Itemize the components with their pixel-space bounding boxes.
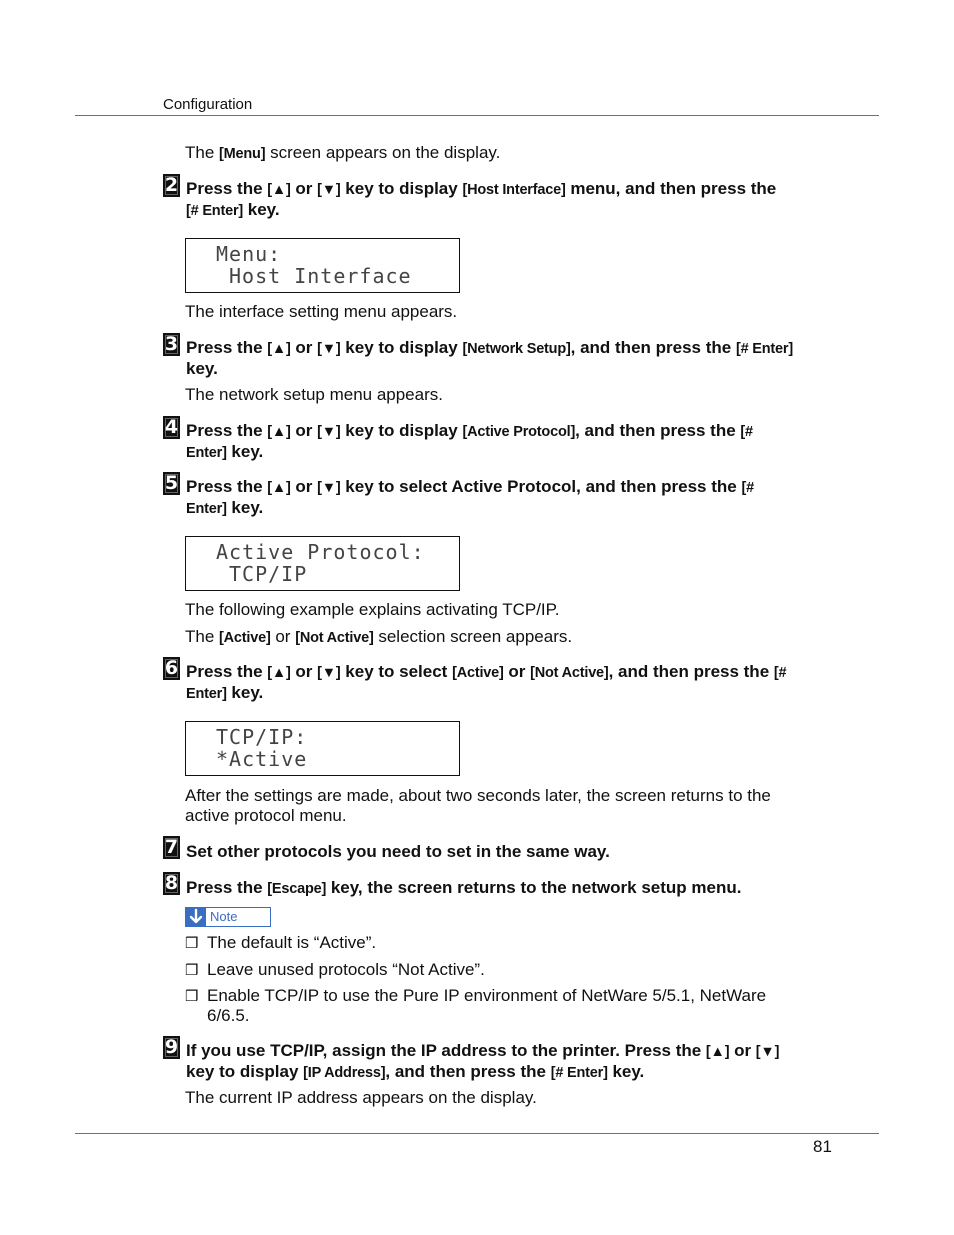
down-arrow-icon	[186, 908, 206, 926]
step-number: 3	[164, 333, 179, 355]
step-instruction: Set other protocols you need to set in the same way.	[186, 842, 610, 861]
menu-item-label: [IP Address]	[303, 1065, 386, 1081]
step-number: 9	[164, 1036, 179, 1058]
lcd-line-1: TCP/IP:	[216, 725, 308, 749]
step-9-result: The current IP address appears on the display.	[185, 1088, 537, 1107]
step-instruction: If you use TCP/IP, assign the IP address to the printer. Press the [▲] or [▼] key to display [IP Address], and then press the [# Enter] key.	[186, 1041, 780, 1081]
up-key: [▲]	[267, 424, 291, 440]
down-key: [▼]	[755, 1044, 780, 1060]
up-key: [▲]	[267, 665, 291, 681]
footer-rule	[75, 1133, 879, 1134]
menu-item-label: [Network Setup]	[462, 341, 571, 357]
checkbox-icon: ❒	[185, 961, 199, 979]
step-number: 8	[164, 872, 179, 894]
down-key: [▼]	[317, 182, 341, 198]
step-5-result-2: The [Active] or [Not Active] selection screen appears.	[185, 627, 573, 646]
step-2-result: The interface setting menu appears.	[185, 302, 458, 321]
note-badge	[185, 907, 271, 927]
checkbox-icon: ❒	[185, 934, 199, 952]
enter-key: [# Enter]	[186, 665, 787, 702]
note-label: Note	[210, 909, 238, 924]
down-key: [▼]	[317, 665, 341, 681]
lcd-line-2: *Active	[216, 747, 308, 771]
step-6-result: After the settings are made, about two seconds later, the screen returns to the active protocol menu.	[185, 786, 771, 825]
down-key: [▼]	[317, 424, 341, 440]
step-number: 4	[164, 416, 179, 438]
lcd-line-1: Active Protocol:	[216, 540, 425, 564]
up-key: [▲]	[267, 182, 291, 198]
checkbox-icon: ❒	[185, 987, 199, 1005]
lcd-display-host-interface	[185, 238, 460, 293]
intro-paragraph: The [Menu] screen appears on the display.	[185, 143, 501, 162]
not-active-option-label: [Not Active]	[295, 630, 374, 646]
up-key: [▲]	[267, 341, 291, 357]
step-number: 7	[164, 836, 179, 858]
enter-key: [# Enter]	[186, 480, 754, 517]
menu-item-label: [Active Protocol]	[462, 424, 576, 440]
enter-key: [# Enter]	[186, 203, 244, 219]
menu-item-label: [Host Interface]	[462, 182, 566, 198]
step-instruction: Press the [▲] or [▼] key to select [Active] or [Not Active], and then press the [# Enter] key.	[186, 662, 787, 702]
step-instruction: Press the [▲] or [▼] key to display [Active Protocol], and then press the [# Enter] key.	[186, 421, 753, 461]
header-rule	[75, 115, 879, 116]
up-key: [▲]	[267, 480, 291, 496]
page-number: 81	[813, 1137, 832, 1156]
not-active-option-label: [Not Active]	[530, 665, 609, 681]
enter-key: [# Enter]	[550, 1065, 608, 1081]
step-instruction: Press the [▲] or [▼] key to display [Network Setup], and then press the [# Enter] key.	[186, 338, 793, 378]
lcd-display-tcpip	[185, 721, 460, 776]
running-header: Configuration	[163, 96, 253, 113]
escape-key: [Escape]	[267, 881, 327, 897]
lcd-line-1: Menu:	[216, 242, 282, 266]
step-number: 6	[164, 657, 179, 679]
down-key: [▼]	[317, 341, 341, 357]
step-number: 2	[164, 174, 179, 196]
step-instruction: Press the [Escape] key, the screen returns to the network setup menu.	[186, 878, 742, 897]
step-instruction: Press the [▲] or [▼] key to select Active Protocol, and then press the [# Enter] key.	[186, 477, 754, 517]
step-instruction: Press the [▲] or [▼] key to display [Host Interface] menu, and then press the [# Enter] key.	[186, 179, 777, 219]
active-option-label: [Active]	[452, 665, 504, 681]
step-number: 5	[164, 472, 179, 494]
lcd-line-2: Host Interface	[229, 264, 412, 288]
active-option-label: [Active]	[219, 630, 271, 646]
menu-key-label: [Menu]	[219, 146, 266, 162]
step-5-result: The following example explains activating TCP/IP.	[185, 600, 560, 619]
up-key: [▲]	[705, 1044, 730, 1060]
enter-key: [# Enter]	[186, 424, 753, 461]
lcd-display-active-protocol	[185, 536, 460, 591]
lcd-line-2: TCP/IP	[229, 562, 308, 586]
enter-key: [# Enter]	[735, 341, 793, 357]
step-3-result: The network setup menu appears.	[185, 385, 443, 404]
down-key: [▼]	[317, 480, 341, 496]
